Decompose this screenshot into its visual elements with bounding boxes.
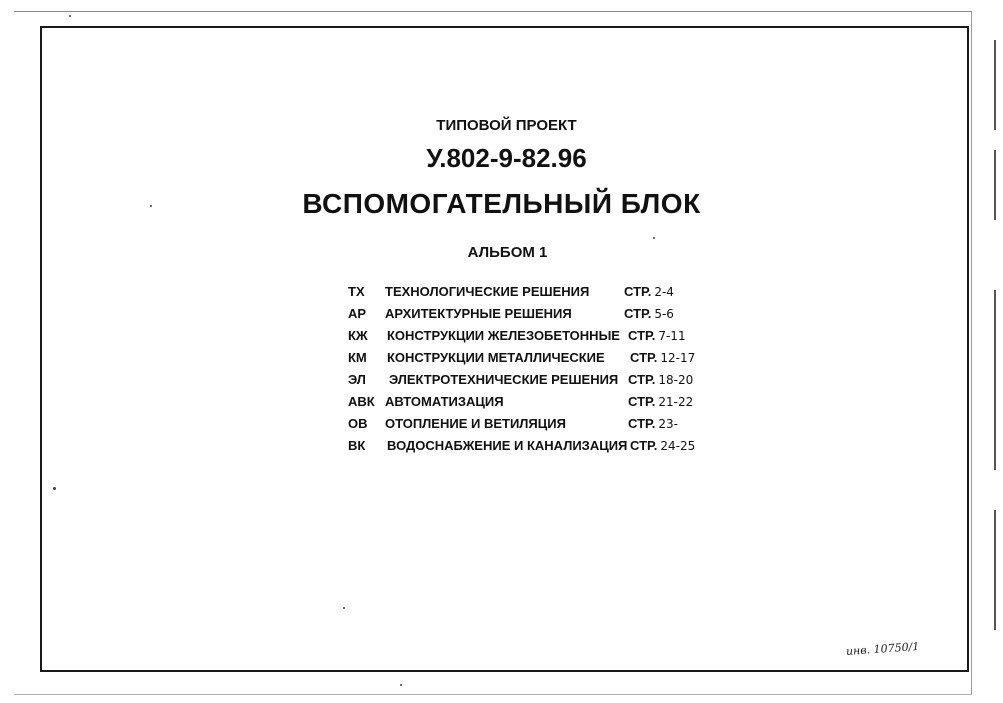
- page-prefix: СТР.: [624, 284, 652, 299]
- contents-row: [344, 350, 724, 370]
- contents-row: [344, 306, 724, 326]
- page-prefix: СТР.: [628, 328, 656, 343]
- page-prefix: СТР.: [628, 394, 656, 409]
- section-code: ВК: [348, 438, 366, 453]
- document-title: ВСПОМОГАТЕЛЬНЫЙ БЛОК: [302, 188, 701, 219]
- scan-speck: [150, 205, 152, 207]
- section-code: АВК: [348, 394, 375, 409]
- scan-speck: [343, 607, 345, 609]
- section-title: ЭЛЕКТРОТЕХНИЧЕСКИЕ РЕШЕНИЯ: [389, 372, 619, 387]
- page-prefix: СТР.: [630, 438, 658, 453]
- contents-row: [344, 416, 724, 436]
- contents-row: [344, 328, 724, 348]
- page-range: 21-22: [658, 395, 694, 409]
- section-code: ОВ: [348, 416, 368, 431]
- page-range: 2-4: [654, 285, 674, 299]
- album-label: АЛЬБОМ 1: [467, 244, 548, 261]
- contents-row: [344, 438, 724, 458]
- section-pages: [628, 416, 678, 431]
- margin-rule: [994, 290, 996, 470]
- section-pages: [630, 438, 695, 453]
- section-pages: [624, 284, 674, 299]
- section-title: КОНСТРУКЦИИ МЕТАЛЛИЧЕСКИЕ: [387, 350, 605, 365]
- section-code: ТХ: [348, 284, 365, 299]
- section-pages: [628, 394, 693, 409]
- page-range: 24-25: [660, 439, 696, 453]
- section-title: КОНСТРУКЦИИ ЖЕЛЕЗОБЕТОННЫЕ: [387, 328, 620, 343]
- section-title: ВОДОСНАБЖЕНИЕ И КАНАЛИЗАЦИЯ: [387, 438, 628, 453]
- project-type-label: ТИПОВОЙ ПРОЕКТ: [436, 117, 577, 134]
- page-range: 7-11: [658, 329, 686, 343]
- section-code: КЖ: [348, 328, 368, 343]
- page-range: 12-17: [660, 351, 696, 365]
- contents-row: [344, 394, 724, 414]
- section-pages: [628, 372, 693, 387]
- section-title: ОТОПЛЕНИЕ И ВЕТИЛЯЦИЯ: [385, 416, 566, 431]
- page-prefix: СТР.: [630, 350, 658, 365]
- inventory-note: инв. 10750/1: [845, 639, 920, 658]
- scan-speck: [400, 684, 402, 686]
- project-code: У.802-9-82.96: [426, 143, 587, 173]
- section-code: АР: [348, 306, 367, 321]
- section-title: ТЕХНОЛОГИЧЕСКИЕ РЕШЕНИЯ: [385, 284, 590, 299]
- section-pages: [628, 328, 686, 343]
- page-range: 5-6: [654, 307, 674, 321]
- scan-speck: [53, 487, 56, 490]
- contents-row: [344, 372, 724, 392]
- page-prefix: СТР.: [624, 306, 652, 321]
- section-title: АВТОМАТИЗАЦИЯ: [385, 394, 504, 409]
- section-title: АРХИТЕКТУРНЫЕ РЕШЕНИЯ: [385, 306, 572, 321]
- section-pages: [624, 306, 674, 321]
- page-range: 18-20: [658, 373, 694, 387]
- contents-row: [344, 284, 724, 304]
- section-code: ЭЛ: [348, 372, 366, 387]
- margin-rule: [994, 510, 996, 630]
- page-range: 23-: [658, 417, 678, 431]
- page-prefix: СТР.: [628, 416, 656, 431]
- section-code: КМ: [348, 350, 367, 365]
- section-pages: [630, 350, 695, 365]
- page-prefix: СТР.: [628, 372, 656, 387]
- scan-speck: [653, 237, 655, 239]
- scan-speck: [69, 15, 71, 17]
